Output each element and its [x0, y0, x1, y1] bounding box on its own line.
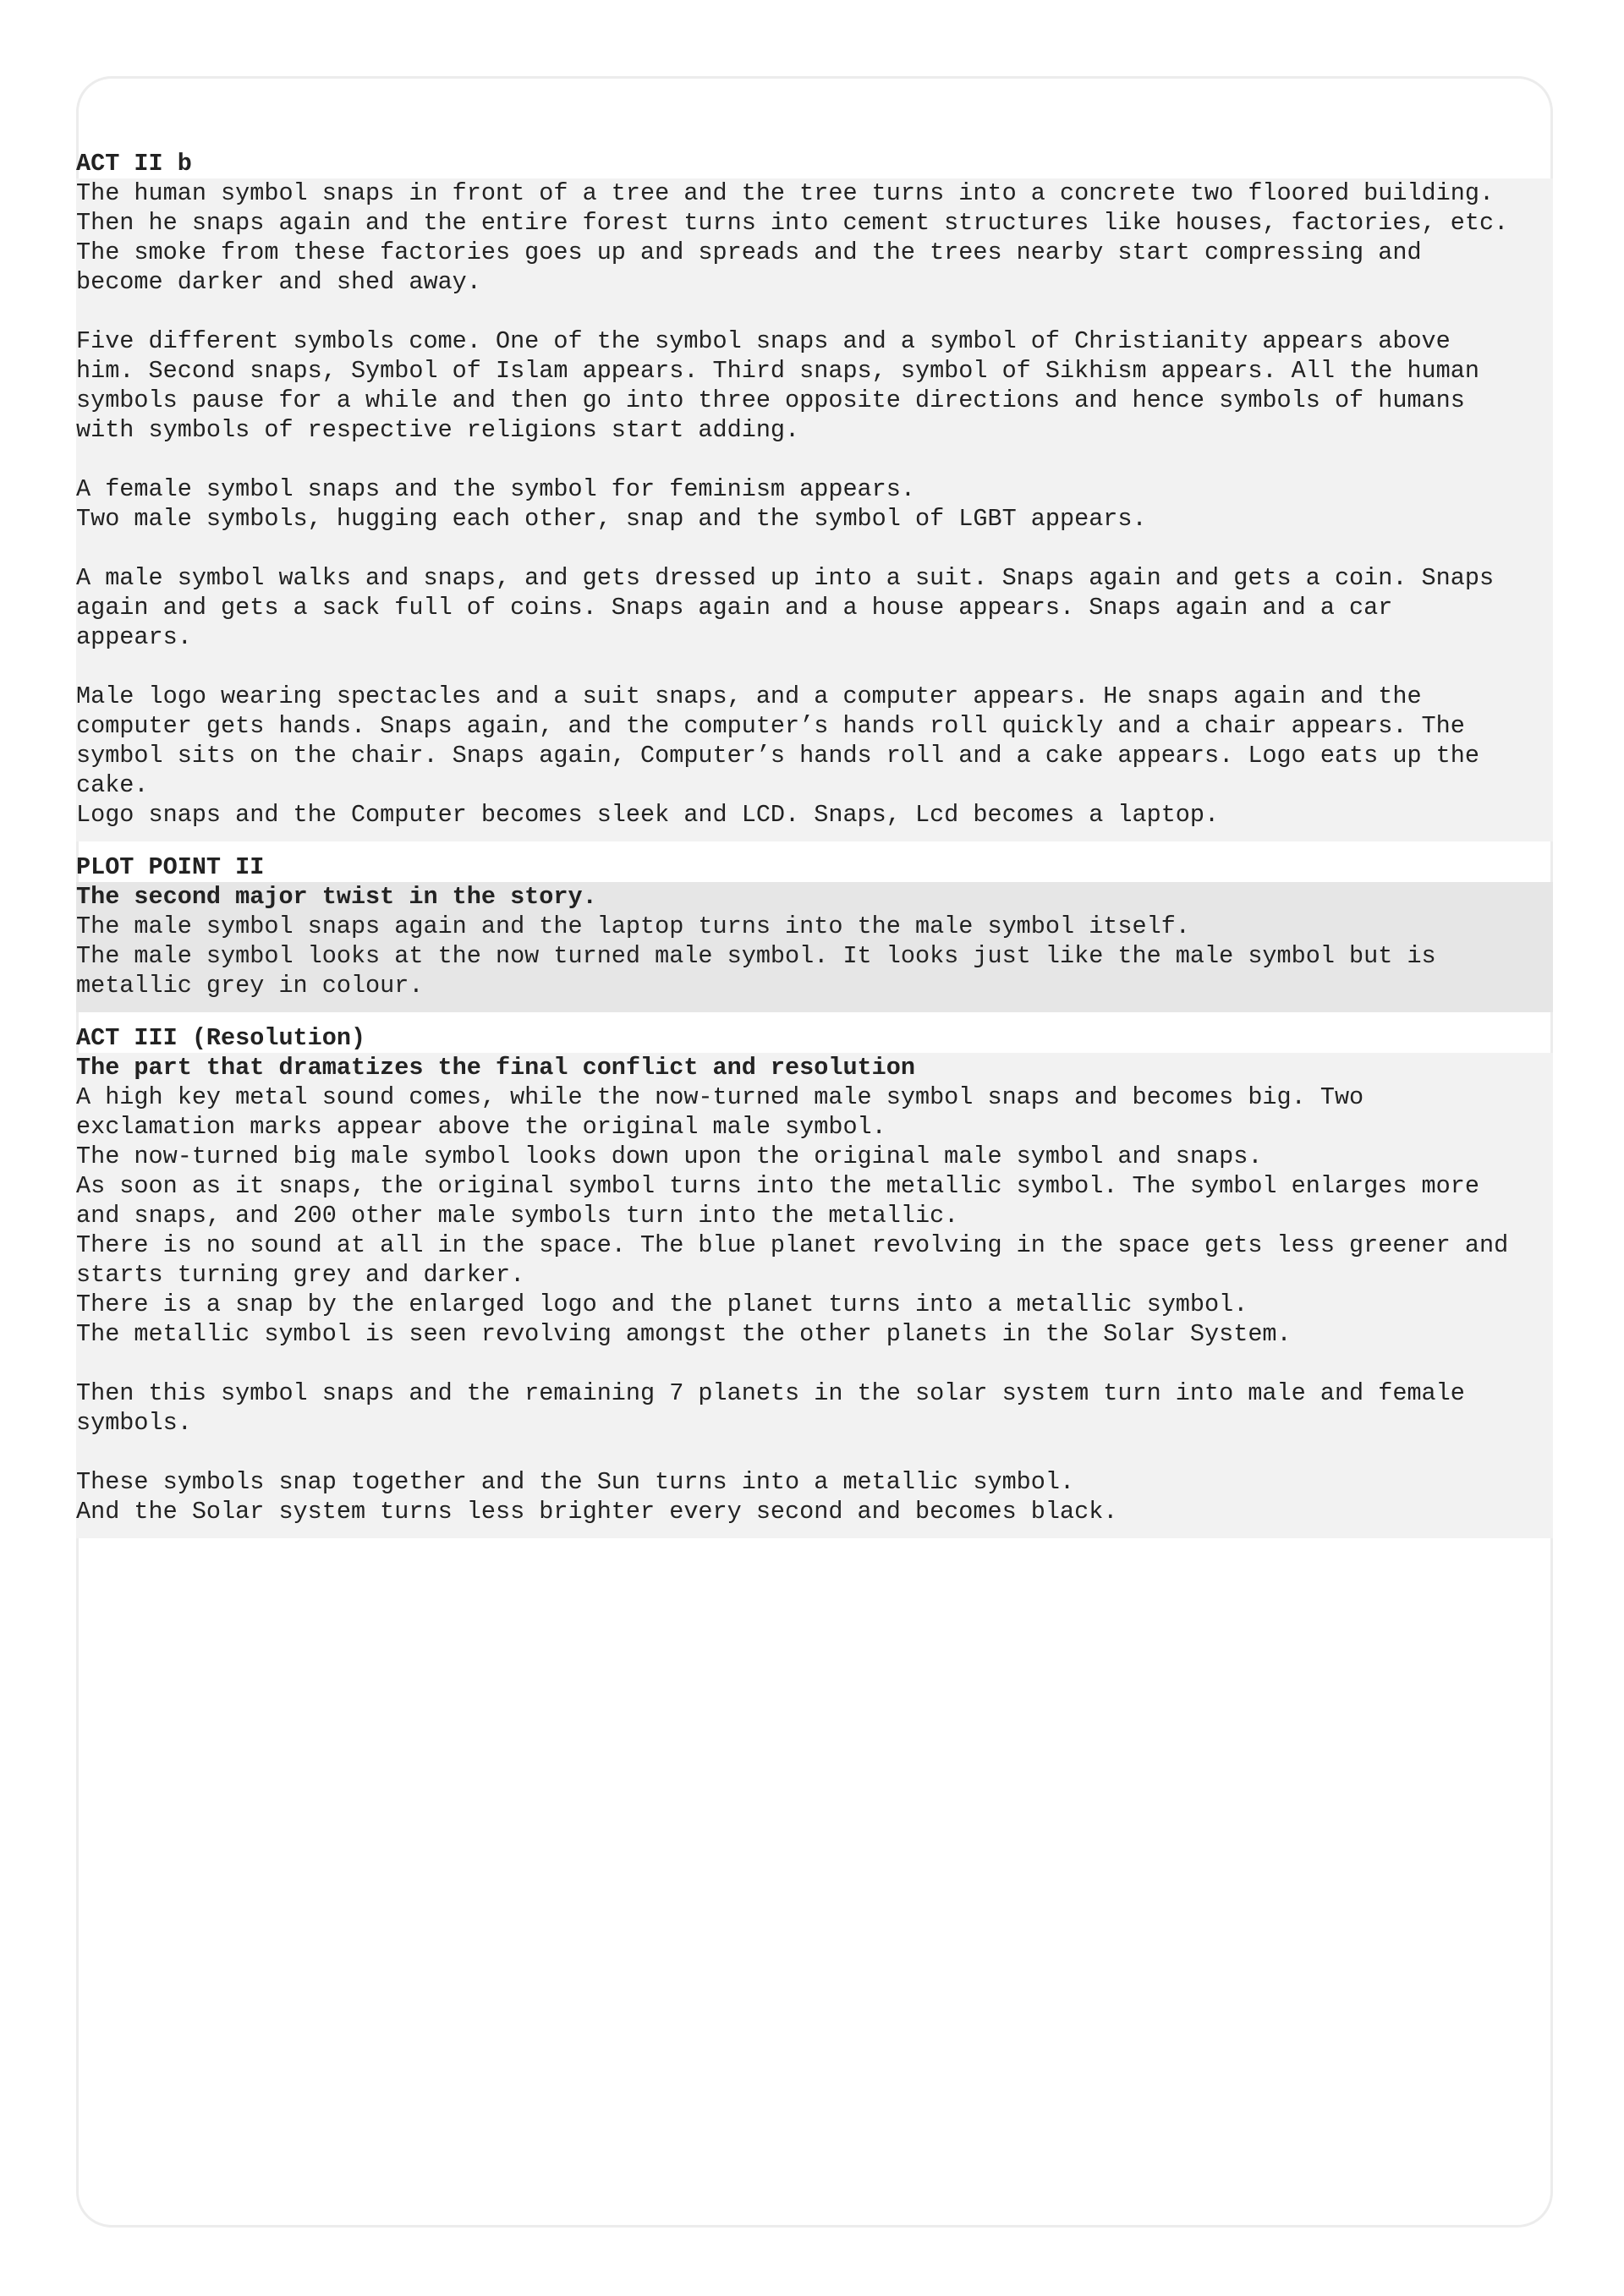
document-content: [76, 149, 1553, 1538]
act-2b-paragraph-4: A male symbol walks and snaps, and gets dressed up into a suit. Snaps again and gets a coin. Snaps again and gets a sack full of coins. Snaps again and a house appears. Snaps again and a car appears.: [76, 564, 1495, 651]
act-2b-heading: ACT II b: [76, 150, 192, 178]
plot-point-2-body: [76, 882, 1553, 1012]
section-act-3: [76, 1023, 1553, 1538]
plot-point-2-subheading: The second major twist in the story.: [76, 883, 597, 911]
act-3-body: [76, 1053, 1553, 1538]
plot-point-2-heading: PLOT POINT II: [76, 853, 265, 881]
act-3-paragraph-3: These symbols snap together and the Sun turns into a metallic symbol. And the Solar system turns less brighter every second and becomes black.: [76, 1468, 1118, 1526]
act-2b-paragraph-5: Male logo wearing spectacles and a suit snaps, and a computer appears. He snaps again and the computer gets hands. Snaps again, and the computer’s hands roll quickly and a chair appears. The symbol sits on the chair. Snaps again, Computer’s hands roll and a cake appears. Logo eats up the cake. Logo snaps and the Computer becomes sleek and LCD. Snaps, Lcd becomes a laptop.: [76, 682, 1479, 829]
act-3-subheading: The part that dramatizes the final conflict and resolution: [76, 1054, 915, 1082]
act-2b-paragraph-3: A female symbol snaps and the symbol for feminism appears. Two male symbols, hugging each other, snap and the symbol of LGBT appears.: [76, 475, 1147, 533]
act-3-paragraph-2: Then this symbol snaps and the remaining 7 planets in the solar system turn into male and female symbols.: [76, 1379, 1465, 1437]
act-2b-body: [76, 178, 1553, 841]
section-act-2b: [76, 149, 1553, 841]
act-2b-paragraph-2: Five different symbols come. One of the symbol snaps and a symbol of Christianity appears above him. Second snaps, Symbol of Islam appears. Third snaps, symbol of Sikhism appears. All the human symbols pause for a while and then go into three opposite directions and hence symbols of humans with symbols of respective religions start adding.: [76, 327, 1479, 444]
plot-point-2-paragraph: The male symbol snaps again and the laptop turns into the male symbol itself. The male symbol looks at the now turned male symbol. It looks just like the male symbol but is metallic grey in colour.: [76, 912, 1436, 1000]
section-plot-point-2: [76, 852, 1553, 1012]
act-2b-paragraph-1: The human symbol snaps in front of a tree and the tree turns into a concrete two floored building. Then he snaps again and the entire forest turns into cement structures like houses, factories, etc. The smoke from these factories goes up and spreads and the trees nearby start compressing and become darker and shed away.: [76, 179, 1509, 296]
act-3-paragraph-1: A high key metal sound comes, while the now-turned male symbol snaps and becomes big. Two exclamation marks appear above the original male symbol. The now-turned big male symbol looks down upon the original male symbol and snaps. As soon as it snaps, the original symbol turns into the metallic symbol. The symbol enlarges more and snaps, and 200 other male symbols turn into the metallic. There is no sound at all in the space. The blue planet revolving in the space gets less greener and starts turning grey and darker. There is a snap by the enlarged logo and the planet turns into a metallic symbol. The metallic symbol is seen revolving amongst the other planets in the Solar System.: [76, 1083, 1509, 1348]
act-3-heading: ACT III (Resolution): [76, 1024, 366, 1052]
